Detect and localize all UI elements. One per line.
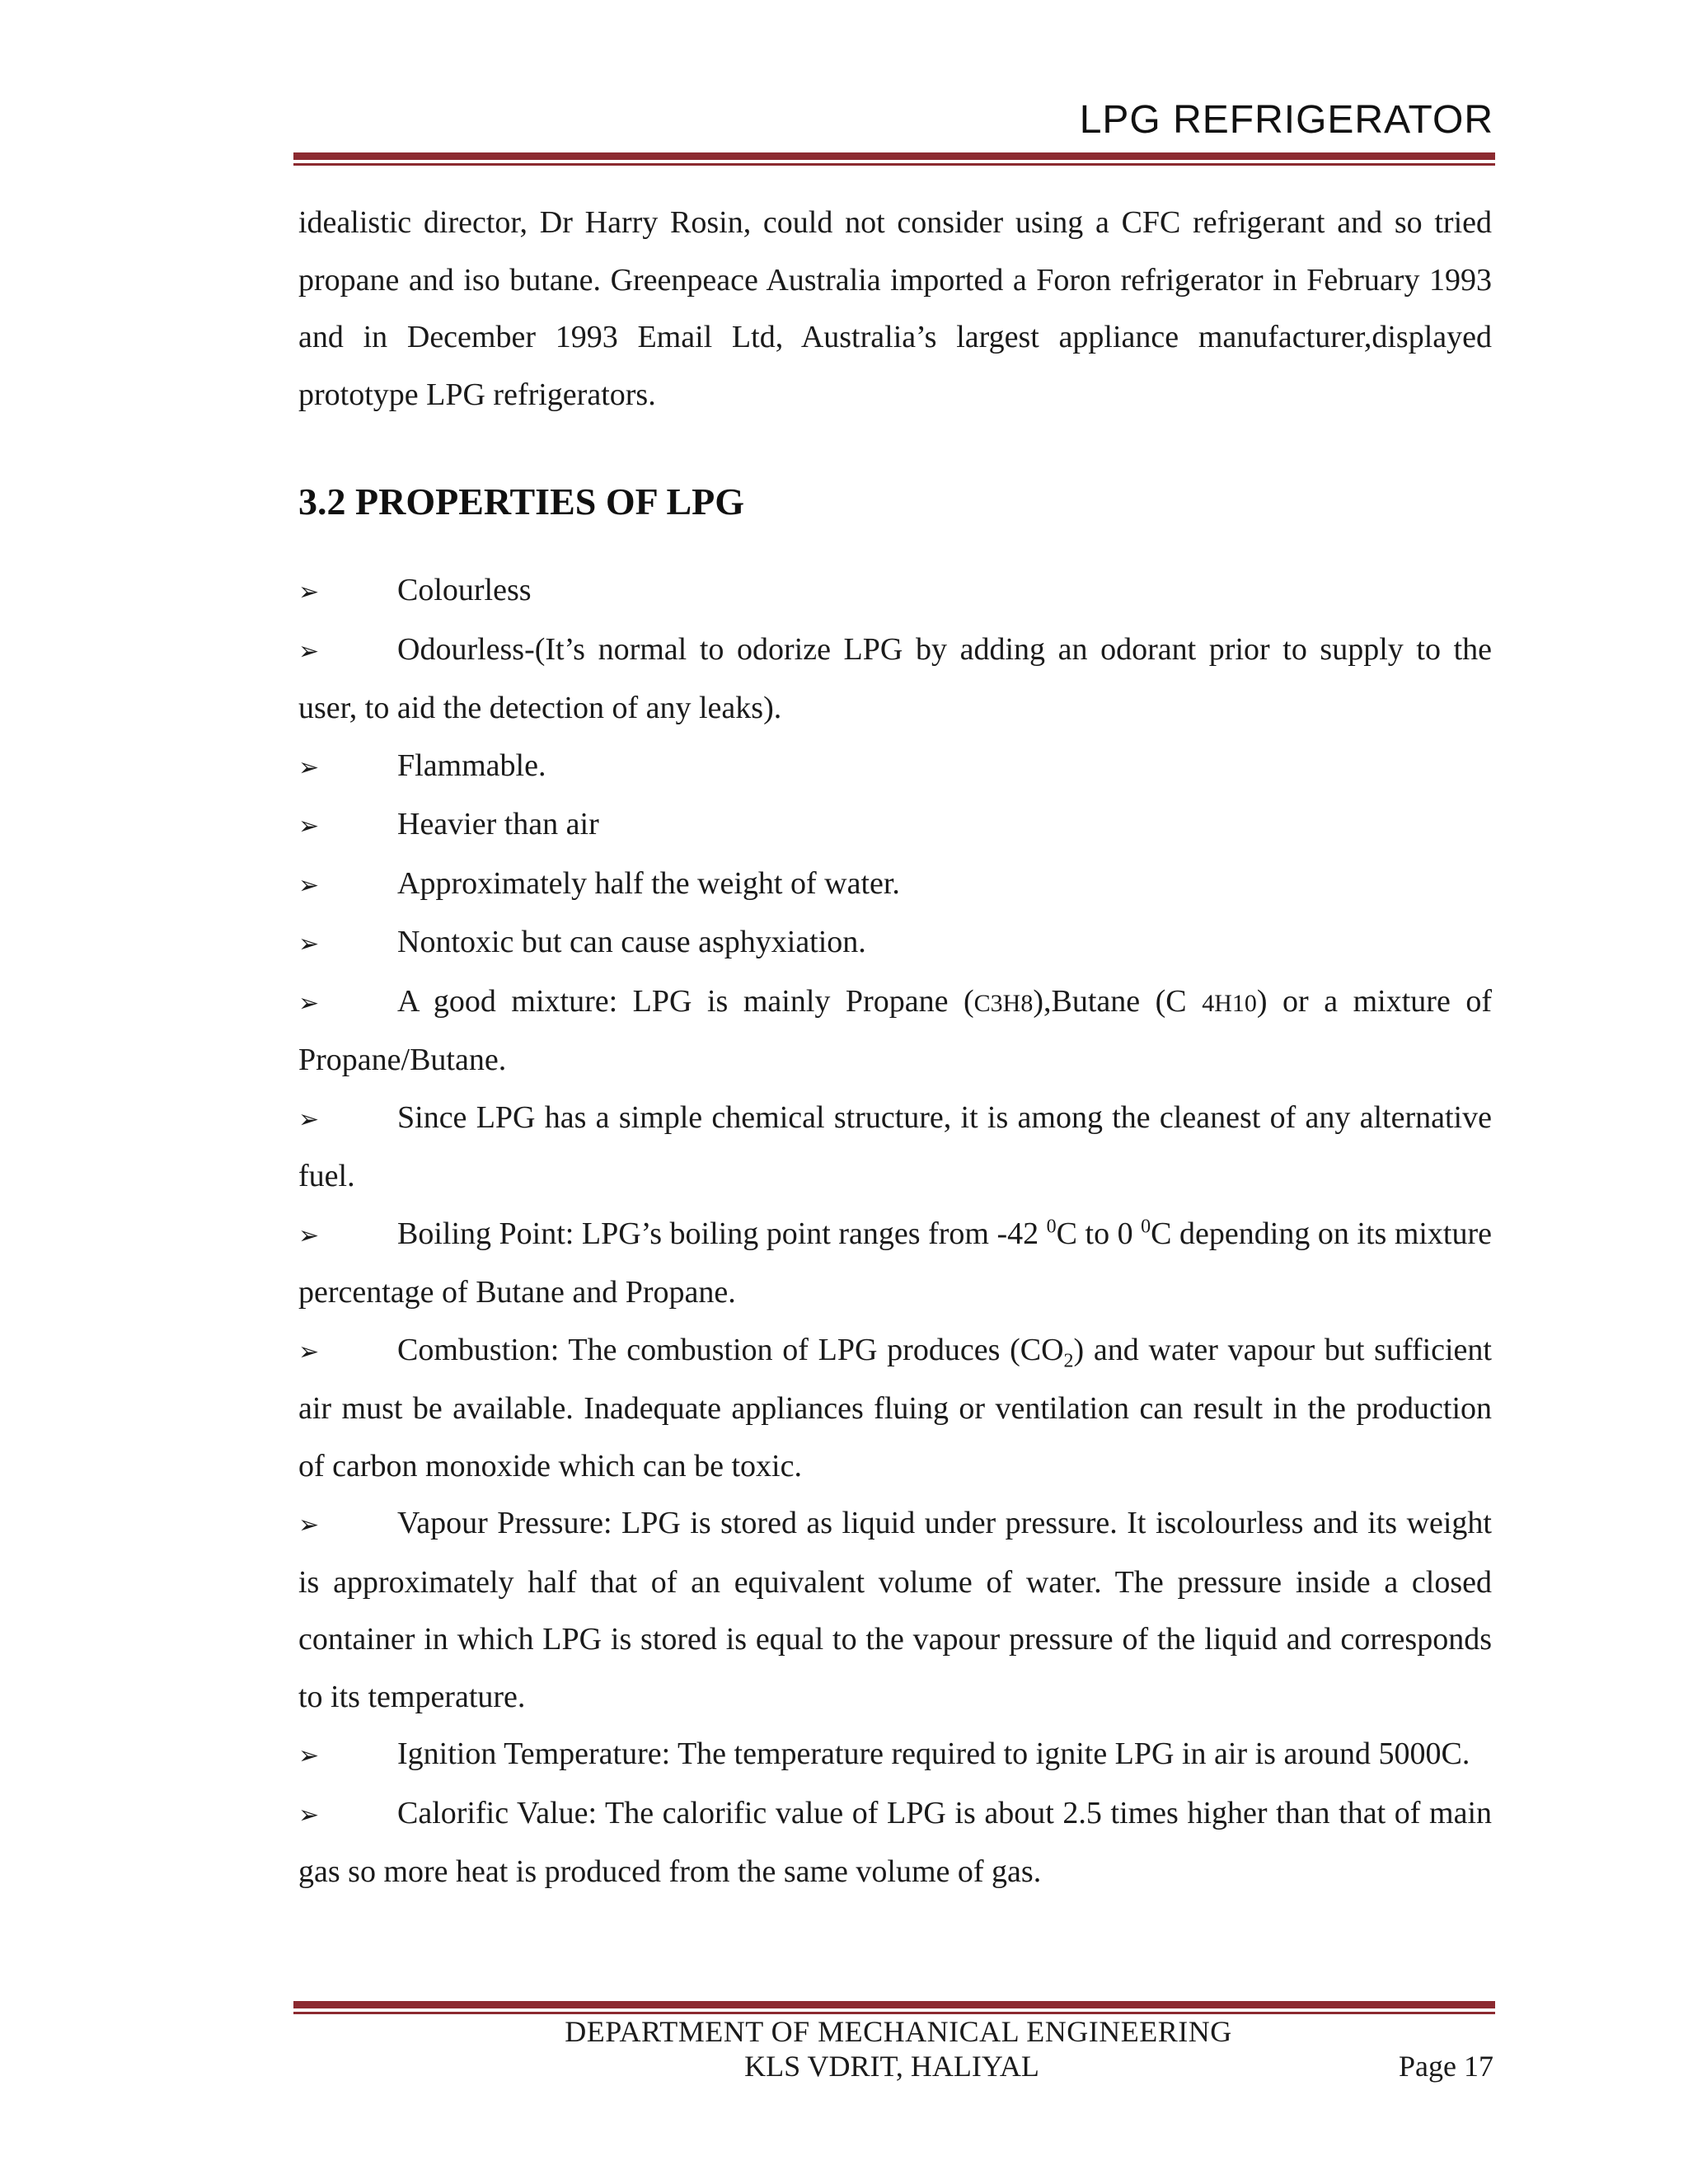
page-body bbox=[298, 194, 1492, 1901]
list-item-text: A good mixture: LPG is mainly Propane ( bbox=[397, 983, 974, 1019]
list-item bbox=[298, 1495, 1492, 1726]
list-item bbox=[298, 1726, 1492, 1785]
list-item bbox=[298, 738, 1492, 797]
intro-paragraph: idealistic director, Dr Harry Rosin, could not consider using a CFC refrigerant and so tried propane and iso butane. Greenpeace Australia imported a Foron refrigerator in February 1993 and in December 1993 Email Ltd, Australia’s largest appliance manufacturer,displayed prototype LPG refrigerators. bbox=[298, 205, 1492, 412]
list-item bbox=[298, 855, 1492, 915]
list-item bbox=[298, 973, 1492, 1090]
footer-rule bbox=[293, 2001, 1495, 2014]
list-item-text: Flammable. bbox=[397, 748, 546, 783]
degree-superscript: 0 bbox=[1141, 1215, 1151, 1237]
arrow-bullet-icon: ➢ bbox=[298, 1741, 320, 1770]
arrow-bullet-icon: ➢ bbox=[298, 1221, 320, 1250]
list-item-text: Heavier than air bbox=[397, 807, 599, 841]
list-item-text: Vapour Pressure: LPG is stored as liquid under pressure. It iscolourless and its weight is approximately half that of an equivalent volume of water. The pressure inside a closed container in which LPG is stored is equal to the vapour pressure of the liquid and corresponds to its temperature. bbox=[298, 1506, 1492, 1714]
propane-formula: C3H8 bbox=[973, 989, 1034, 1017]
list-item bbox=[298, 1785, 1492, 1901]
arrow-bullet-icon: ➢ bbox=[298, 930, 320, 958]
list-item-text: ) or a mixture of Propane/Butane. bbox=[298, 983, 1492, 1077]
list-item-text: Since LPG has a simple chemical structure, it is among the cleanest of any alternative fuel. bbox=[298, 1099, 1492, 1193]
arrow-bullet-icon: ➢ bbox=[298, 636, 320, 666]
list-item-text: ) and water vapour but sufficient air must be available. Inadequate appliances fluing or ventilation can result in the production of carbon monoxide which can be toxic. bbox=[298, 1332, 1492, 1483]
section-heading: 3.2 PROPERTIES OF LPG bbox=[298, 480, 745, 523]
arrow-bullet-icon: ➢ bbox=[298, 1337, 320, 1366]
degree-superscript: 0 bbox=[1046, 1215, 1057, 1237]
butane-formula: 4H10 bbox=[1202, 989, 1257, 1017]
list-item bbox=[298, 914, 1492, 973]
list-item bbox=[298, 562, 1492, 621]
page-number: Page 17 bbox=[1399, 2050, 1493, 2083]
list-item-text: Odourless-(It’s normal to odorize LPG by adding an odorant prior to supply to the user, to aid the detection of any leaks). bbox=[298, 631, 1492, 725]
list-item-text: Calorific Value: The calorific value of LPG is about 2.5 times higher than that of main gas so more heat is produced from the same volume of gas. bbox=[298, 1795, 1492, 1889]
subscript-two: 2 bbox=[1063, 1350, 1074, 1372]
list-item-text: Nontoxic but can cause asphyxiation. bbox=[397, 925, 866, 959]
list-item-text: ),Butane (C bbox=[1033, 983, 1203, 1019]
list-item-text: Boiling Point: LPG’s boiling point ranges from -42 bbox=[397, 1216, 1047, 1251]
arrow-bullet-icon: ➢ bbox=[298, 812, 320, 841]
list-item bbox=[298, 1322, 1492, 1496]
arrow-bullet-icon: ➢ bbox=[298, 752, 320, 782]
list-item bbox=[298, 796, 1492, 855]
footer-college: KLS VDRIT, HALIYAL bbox=[744, 2050, 1039, 2083]
running-title: LPG REFRIGERATOR bbox=[1079, 98, 1493, 142]
arrow-bullet-icon: ➢ bbox=[298, 1104, 320, 1134]
list-item-text: C depending on its mixture percentage of Butane and Propane. bbox=[298, 1216, 1493, 1310]
arrow-bullet-icon: ➢ bbox=[298, 1511, 320, 1540]
list-item bbox=[298, 1090, 1492, 1206]
footer-department: DEPARTMENT OF MECHANICAL ENGINEERING bbox=[565, 2015, 1232, 2048]
list-item bbox=[298, 1206, 1492, 1322]
arrow-bullet-icon: ➢ bbox=[298, 870, 320, 900]
list-item-text: Combustion: The combustion of LPG produces (CO bbox=[397, 1332, 1064, 1367]
list-item-text: Approximately half the weight of water. bbox=[397, 865, 900, 901]
list-item-text: Ignition Temperature: The temperature required to ignite LPG in air is around 5000C. bbox=[397, 1736, 1470, 1771]
properties-list bbox=[298, 562, 1492, 1901]
arrow-bullet-icon: ➢ bbox=[298, 988, 320, 1018]
header-rule bbox=[293, 152, 1495, 166]
list-item bbox=[298, 621, 1492, 738]
arrow-bullet-icon: ➢ bbox=[298, 1800, 320, 1830]
arrow-bullet-icon: ➢ bbox=[298, 578, 320, 607]
list-item-text: Colourless bbox=[397, 573, 532, 607]
list-item-text: C to 0 bbox=[1056, 1216, 1142, 1251]
